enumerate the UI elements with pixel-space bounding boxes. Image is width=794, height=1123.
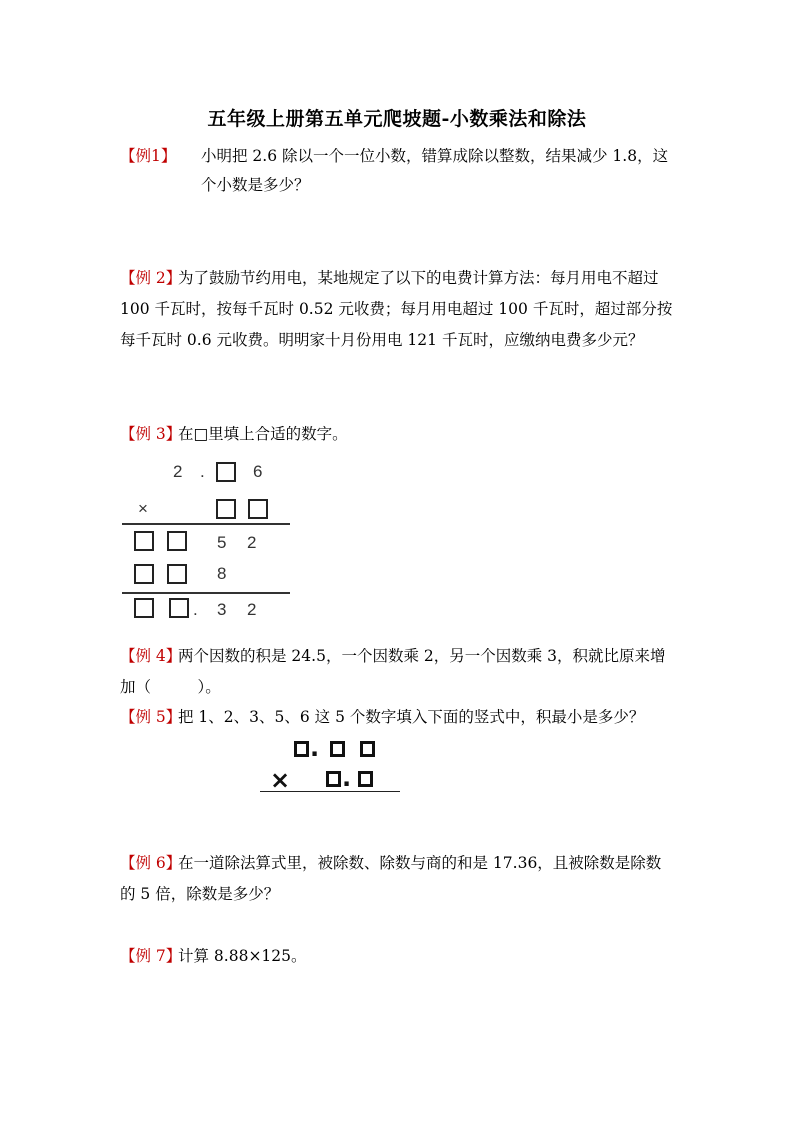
blank-box bbox=[330, 741, 345, 757]
times-sign: × bbox=[138, 499, 148, 518]
times-sign: × bbox=[270, 766, 291, 794]
blank-box bbox=[248, 499, 268, 519]
digit: 5 bbox=[217, 533, 227, 552]
page-title: 五年级上册第五单元爬坡题-小数乘法和除法 bbox=[207, 108, 587, 130]
blank-box bbox=[167, 531, 187, 551]
example-7-tag: 【例 7】 bbox=[120, 947, 182, 965]
example-4-line-1: 两个因数的积是 24.5，一个因数乘 2，另一个因数乘 3，积就比原来增 bbox=[178, 647, 666, 665]
example-4-tag: 【例 4】 bbox=[120, 647, 182, 665]
blank-box bbox=[360, 741, 375, 757]
blank-box bbox=[134, 598, 154, 618]
digit: 2 bbox=[247, 533, 257, 552]
decimal-point: . bbox=[193, 600, 198, 619]
digit: 8 bbox=[217, 564, 227, 583]
decimal-point: . bbox=[342, 764, 352, 792]
blank-box bbox=[167, 564, 187, 584]
blank-box bbox=[358, 771, 373, 787]
example-2-tag: 【例 2】 bbox=[120, 269, 182, 287]
example-7-line-1: 计算 8.88×125。 bbox=[178, 947, 307, 965]
rule-line bbox=[260, 791, 400, 792]
blank-box bbox=[294, 741, 309, 757]
digit: 6 bbox=[253, 462, 263, 481]
blank-box bbox=[134, 564, 154, 584]
example-6-line-2: 的 5 倍，除数是多少？ bbox=[120, 885, 280, 903]
blank-box bbox=[216, 499, 236, 519]
example-3-tag: 【例 3】 bbox=[120, 425, 182, 443]
example-1-line-1: 小明把 2.6 除以一个一位小数，错算成除以整数，结果减少 1.8，这 bbox=[201, 147, 669, 165]
example-6-line-1: 在一道除法算式里，被除数、除数与商的和是 17.36，且被除数是除数 bbox=[178, 854, 662, 872]
example-1-tag: 【例1】 bbox=[120, 147, 177, 165]
blank-box bbox=[216, 462, 236, 482]
example-4-line-2: 加（ ）。 bbox=[120, 678, 221, 696]
example-5-tag: 【例 5】 bbox=[120, 708, 182, 726]
example-2-line-2: 100 千瓦时，按每千瓦时 0.52 元收费；每月用电超过 100 千瓦时，超过部分按 bbox=[120, 300, 673, 318]
digit: 2 bbox=[247, 600, 257, 619]
decimal-point: . bbox=[200, 462, 205, 481]
example-2-line-1: 为了鼓励节约用电，某地规定了以下的电费计算方法：每月用电不超过 bbox=[178, 269, 659, 287]
example-1-line-2: 个小数是多少？ bbox=[201, 176, 310, 194]
rule-line bbox=[122, 592, 290, 594]
blank-box bbox=[169, 598, 189, 618]
blank-box bbox=[134, 531, 154, 551]
blank-box bbox=[326, 771, 341, 787]
rule-line bbox=[122, 523, 290, 525]
example-6-tag: 【例 6】 bbox=[120, 854, 182, 872]
example-3-line-1: 在□里填上合适的数字。 bbox=[178, 425, 348, 443]
digit: 3 bbox=[217, 600, 227, 619]
example-5-line-1: 把 1、2、3、5、6 这 5 个数字填入下面的竖式中，积最小是多少？ bbox=[178, 708, 645, 726]
example-2-line-3: 每千瓦时 0.6 元收费。明明家十月份用电 121 千瓦时，应缴纳电费多少元？ bbox=[120, 331, 644, 349]
decimal-point: . bbox=[310, 734, 320, 762]
digit: 2 bbox=[173, 462, 183, 481]
